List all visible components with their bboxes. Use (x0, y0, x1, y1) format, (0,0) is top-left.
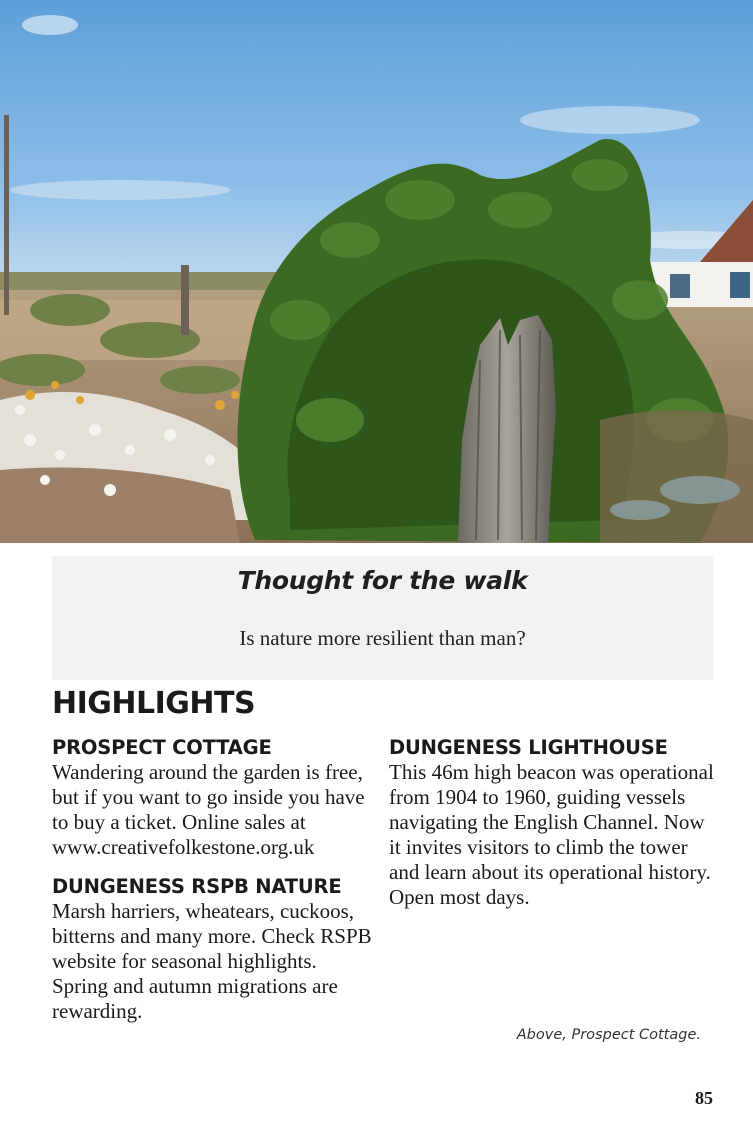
section-body-lighthouse: This 46m high beacon was operational from 1904 to 1960, guiding vessels navigating the English Channel. Now it invites visitors to climb the tower and learn about its operational history. Open most days. (389, 760, 714, 909)
photo-caption: Above, Prospect Cottage. (516, 1027, 701, 1043)
section-body-rspb: Marsh harriers, wheatears, cuckoos, bitterns and many more. Check RSPB website for seasonal highlights. Spring and autumn migrations are rewarding. (52, 899, 372, 1023)
thought-title: Thought for the walk (237, 566, 528, 595)
section-body-prospect-cottage: Wandering around the garden is free, but if you want to go inside you have to buy a ticket. Online sales at www.creativefolkestone.org.uk (52, 760, 365, 859)
thought-for-the-walk-box (52, 556, 713, 680)
section-title-prospect-cottage: PROSPECT COTTAGE (52, 736, 272, 759)
highlights-left-column (52, 735, 372, 1038)
section-title-lighthouse: DUNGENESS LIGHTHOUSE (389, 736, 668, 759)
highlights-heading: HIGHLIGHTS (52, 686, 256, 721)
page-number: 85 (695, 1088, 713, 1108)
prospect-cottage-photo (0, 0, 753, 543)
highlights-right-column (389, 735, 719, 924)
section-title-rspb: DUNGENESS RSPB NATURE (52, 875, 342, 898)
thought-question: Is nature more resilient than man? (239, 626, 526, 650)
